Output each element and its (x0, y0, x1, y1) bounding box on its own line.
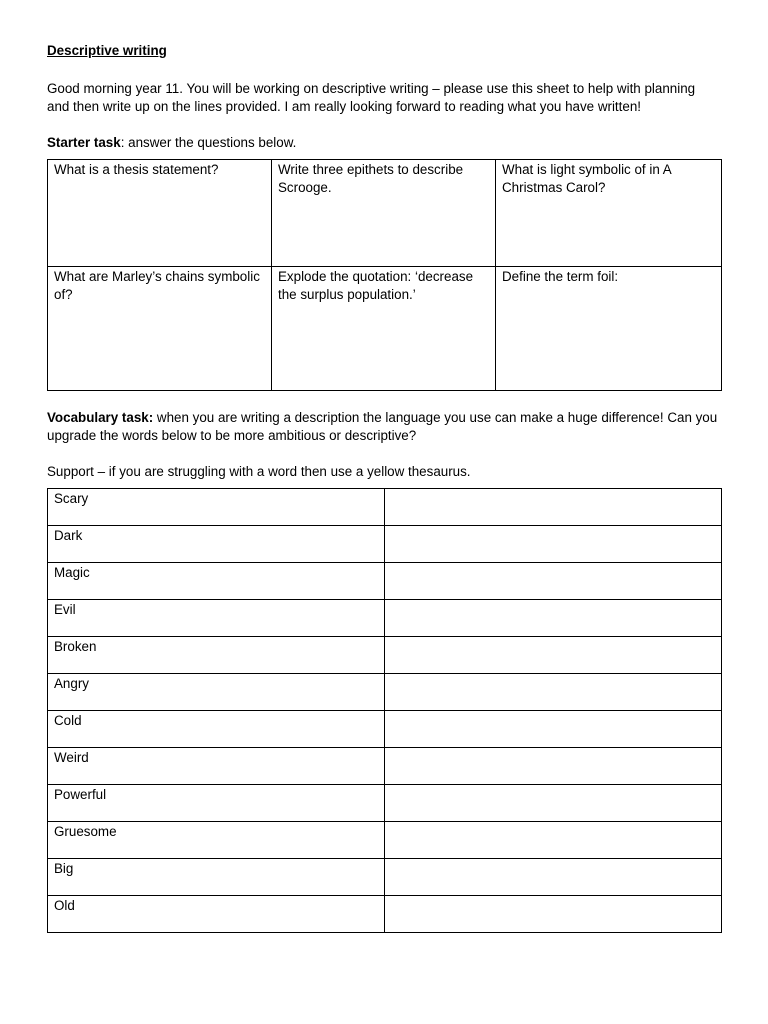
vocab-row (48, 785, 722, 822)
vocabulary-table (47, 488, 722, 933)
starter-task-label: Starter task (47, 135, 121, 150)
vocab-row (48, 674, 722, 711)
vocab-row (48, 600, 722, 637)
vocab-answer-cell[interactable] (385, 600, 722, 637)
vocab-row (48, 489, 722, 526)
vocab-row (48, 896, 722, 933)
vocab-row (48, 637, 722, 674)
vocab-answer-cell[interactable] (385, 748, 722, 785)
starter-questions-table (47, 159, 722, 391)
vocab-word: Scary (48, 489, 385, 526)
vocabulary-task-instruction: when you are writing a description the language you use can make a huge difference! Can you upgrade the words below to be more ambitious or descriptive? (47, 410, 718, 443)
vocab-word: Dark (48, 526, 385, 563)
vocab-word: Broken (48, 637, 385, 674)
vocab-row (48, 563, 722, 600)
vocab-answer-cell[interactable] (385, 674, 722, 711)
intro-paragraph: Good morning year 11. You will be working on descriptive writing – please use this sheet to help with planning and then write up on the lines provided. I am really looking forward to reading what you have written! (47, 81, 696, 114)
vocab-word: Evil (48, 600, 385, 637)
vocab-row (48, 711, 722, 748)
vocab-row (48, 748, 722, 785)
starter-question-cell[interactable]: What are Marley’s chains symbolic of? (48, 267, 272, 391)
vocab-answer-cell[interactable] (385, 822, 722, 859)
vocab-row (48, 526, 722, 563)
starter-question-cell[interactable]: Write three epithets to describe Scrooge. (272, 160, 496, 267)
vocab-word: Angry (48, 674, 385, 711)
page-title: Descriptive writing (47, 43, 167, 58)
vocab-word: Powerful (48, 785, 385, 822)
worksheet-page (47, 42, 722, 933)
vocab-row (48, 859, 722, 896)
starter-question-cell[interactable]: What is a thesis statement? (48, 160, 272, 267)
vocab-word: Gruesome (48, 822, 385, 859)
vocab-answer-cell[interactable] (385, 896, 722, 933)
starter-question-cell[interactable]: Explode the quotation: ‘decrease the surplus population.’ (272, 267, 496, 391)
vocab-answer-cell[interactable] (385, 526, 722, 563)
vocabulary-task-heading (47, 409, 722, 445)
vocab-answer-cell[interactable] (385, 637, 722, 674)
vocab-word: Weird (48, 748, 385, 785)
vocab-answer-cell[interactable] (385, 859, 722, 896)
vocab-word: Big (48, 859, 385, 896)
starter-task-heading (47, 134, 722, 152)
vocab-row (48, 822, 722, 859)
vocab-word: Old (48, 896, 385, 933)
starter-row (48, 267, 722, 391)
starter-row (48, 160, 722, 267)
starter-task-instruction: : answer the questions below. (120, 135, 297, 150)
vocab-word: Magic (48, 563, 385, 600)
support-note: Support – if you are struggling with a word then use a yellow thesaurus. (47, 464, 471, 479)
starter-question-cell[interactable]: What is light symbolic of in A Christmas Carol? (496, 160, 722, 267)
vocab-answer-cell[interactable] (385, 711, 722, 748)
vocab-answer-cell[interactable] (385, 563, 722, 600)
starter-question-cell[interactable]: Define the term foil: (496, 267, 722, 391)
vocab-word: Cold (48, 711, 385, 748)
vocabulary-task-label: Vocabulary task: (47, 410, 154, 425)
vocab-answer-cell[interactable] (385, 785, 722, 822)
vocab-answer-cell[interactable] (385, 489, 722, 526)
